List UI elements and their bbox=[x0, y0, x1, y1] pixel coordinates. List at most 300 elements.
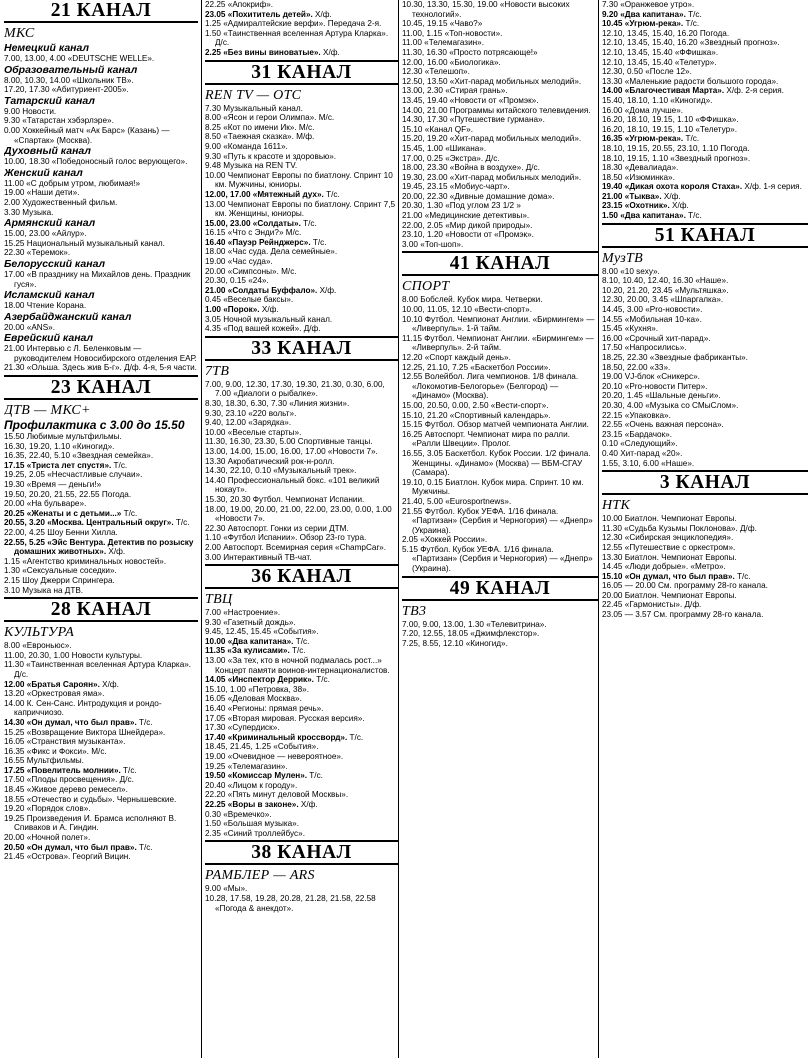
program-entry bbox=[4, 718, 198, 728]
channel-name: СПОРТ bbox=[402, 279, 450, 295]
program-entry: 22.45 «Гармонисты». Д/ф. bbox=[602, 600, 702, 610]
program-entry: 8.00 «Евроньюс». bbox=[4, 641, 72, 651]
program-genre: Т/с. bbox=[683, 134, 700, 144]
program-genre: Х/ф. 2-я серия. bbox=[724, 86, 784, 96]
program-entry: 17.50 «Напросились». bbox=[602, 343, 687, 353]
program-entry: 21.00 «Медицинские детективы». bbox=[402, 211, 530, 221]
channel-name: ТВ3 bbox=[402, 603, 427, 619]
program-genre: Х/ф. bbox=[106, 547, 126, 557]
maintenance-note: Профилактика с 3.00 до 15.50 bbox=[4, 418, 185, 433]
program-genre: Т/с. bbox=[310, 237, 327, 247]
program-entry: 19.25 «Телемагазин». bbox=[205, 761, 288, 771]
program-title-bold: 11.35 «За кулисами». bbox=[205, 646, 290, 656]
program-entry: 2.35 «Синий троллейбус». bbox=[205, 828, 305, 838]
program-genre: Т/с. bbox=[347, 732, 364, 742]
program-title-bold: 10.00 «Два капитана». bbox=[205, 636, 294, 646]
program-entry: 20.00 «Симпсоны». М/с. bbox=[205, 266, 297, 276]
program-entry: 18.30 «Девалиада». bbox=[602, 163, 679, 173]
program-title-bold: 14.30 «Он думал, что был прав». bbox=[4, 717, 137, 727]
program-entry: 8.00 «Ясон и герои Олимпа». М/с. bbox=[205, 113, 335, 123]
channel-number-heading: 36 КАНАЛ bbox=[205, 564, 398, 589]
program-entry: 0.30 «Времечко». bbox=[205, 809, 272, 819]
program-entry: 21.55 Футбол. Кубок УЕФА. 1/16 финала. «Партизан» (Сербия и Черногория) — «Днепр» (Украина). bbox=[402, 506, 593, 535]
program-genre: Х/ф. bbox=[661, 191, 681, 201]
subchannel-name: Азербайджанский канал bbox=[4, 310, 132, 323]
program-entry: 15.45 «Кухня». bbox=[602, 324, 659, 334]
program-entry: 12.55 Волейбол. Лига чемпионов. 1/8 финала. «Локомотив-Белогорье» (Белгород) — «Динамо» (Москва). bbox=[402, 372, 579, 401]
program-entry bbox=[4, 766, 198, 776]
program-entry: 18.00, 23.30 «Война в воздухе». Д/с. bbox=[402, 163, 540, 173]
program-entry: 19.25, 2.05 «Несчастливые случаи». bbox=[4, 470, 143, 480]
channel-name: 7ТВ bbox=[205, 363, 230, 379]
program-title-bold: 19.50 «Комиссар Мулен». bbox=[205, 771, 308, 781]
program-entry: 10.00, 11.05, 12.10 «Вести-спорт». bbox=[402, 305, 532, 315]
channel-number-heading: 49 КАНАЛ bbox=[402, 576, 598, 601]
program-genre: Т/с. bbox=[136, 717, 153, 727]
program-entry: 19.00 VJ-блок «Сникерс». bbox=[602, 372, 700, 382]
program-entry: 14.40 Профессиональный бокс. «101 великий нокаут». bbox=[205, 475, 380, 495]
program-entry: 19.20 «Порядок слов». bbox=[4, 804, 91, 814]
program-entry: 0.40 Хит-парад «20». bbox=[602, 448, 683, 458]
program-entry: 7.25, 8.55, 12.10 «Киногид». bbox=[402, 638, 508, 648]
program-entry: 14.00 К. Сен-Санс. Интродукция и рондо-каприччиозо. bbox=[4, 698, 162, 718]
program-entry: 21.00 Интервью с Л. Беленковым — руководителем Новосибирского отделения ЕАР. bbox=[4, 344, 197, 363]
program-entry: 2.05 «Хоккей России». bbox=[402, 535, 488, 545]
program-entry: 8.50 «Таежная сказка». М/ф. bbox=[205, 132, 315, 142]
program-entry: 15.20, 19.20 «Хит-парад мобильных мелодий». bbox=[402, 134, 582, 144]
program-genre: Т/с. bbox=[136, 842, 153, 852]
program-entry: 16.35 «Фикс и Фокси». М/с. bbox=[4, 746, 107, 756]
program-entry: 4.35 «Под вашей кожей». Д/ф. bbox=[205, 324, 321, 334]
program-entry: 12.10, 13.45, 15.40 «Телетур». bbox=[602, 57, 717, 67]
program-entry: 7.20, 12.55, 18.05 «Джимфлекстор». bbox=[402, 629, 540, 639]
program-entry: 14.30, 22.10, 0.10 «Музыкальный трек». bbox=[205, 466, 357, 476]
program-entry: 22.15 «Упаковка». bbox=[602, 410, 671, 420]
channel-name: МузТВ bbox=[602, 250, 643, 266]
program-entry: 7.00, 13.00, 4.00 «DEUTSCHE WELLE». bbox=[4, 54, 155, 63]
program-entry: 7.00, 9.00, 12.30, 17.30, 19.30, 21.30, 0.30, 6.00, 7.00 «Диалоги о рыбалке». bbox=[205, 379, 385, 399]
program-entry: 13.00 Чемпионат Европы по биатлону. Спринт 7,5 км. Женщины, юниоры. bbox=[205, 199, 396, 219]
program-genre: Х/ф. bbox=[99, 679, 119, 689]
program-entry bbox=[205, 637, 398, 647]
program-title-bold: 16.40 «Пауэр Рейнджерс». bbox=[205, 237, 311, 247]
program-title-bold: 1.50 «Два капитана». bbox=[602, 211, 686, 221]
program-entry: 22.30 Автоспорт. Гонки из серии ДТМ. bbox=[205, 523, 349, 533]
program-entry: 18.00 «Час суда. Дела семейные». bbox=[205, 247, 338, 257]
program-entry: 15.25 «Возвращение Виктора Шнейдера». bbox=[4, 727, 166, 737]
channel-number-heading: 51 КАНАЛ bbox=[602, 223, 808, 248]
program-title-bold: 17.40 «Криминальный кроссворд». bbox=[205, 732, 348, 742]
program-entry: 16.40 «Регионы: прямая речь». bbox=[205, 704, 324, 714]
program-entry: 11.30 «Судьба Кузьмы Поклонова». Д/ф. bbox=[602, 523, 757, 533]
program-entry: 23.15 «Бардачок». bbox=[602, 429, 672, 439]
program-entry: 10.20, 21.20, 23.45 «Мультяшка». bbox=[602, 285, 729, 295]
program-genre: Т/с. bbox=[734, 571, 751, 581]
program-title-bold: 17.15 «Триста лет спустя». bbox=[4, 460, 112, 470]
program-entry: 20.30, 1.30 «Под углом 23 1/2 » bbox=[402, 201, 521, 211]
program-entry: 7.00, 9.00, 13.00, 1.30 «Телевитрина». bbox=[402, 619, 547, 629]
program-entry: 10.00 Биатлон. Чемпионат Европы. bbox=[602, 514, 737, 524]
program-entry: 19.00 «Очевидное — невероятное». bbox=[205, 752, 344, 761]
program-entry bbox=[602, 572, 808, 582]
program-genre: Х/ф. bbox=[317, 285, 337, 295]
program-entry: 11.00, 1.15 «Топ-новости». bbox=[402, 28, 503, 38]
program-entry: 9.00 «Мы». bbox=[205, 884, 248, 894]
program-entry: 20.20, 1.45 «Шальные деньги». bbox=[602, 391, 721, 401]
program-genre: Х/ф. bbox=[320, 47, 340, 57]
program-entry: 17.20, 17.30 «Абитуриент-2005». bbox=[4, 85, 129, 95]
program-entry: 0.10 «Следующий». bbox=[602, 439, 678, 449]
program-entry: 13.30 Биатлон. Чемпионат Европы. bbox=[602, 552, 737, 562]
program-entry: 19.00 «Час суда». bbox=[205, 257, 273, 267]
program-entry: 8.00, 10.30, 14.00 «Школьник ТВ». bbox=[4, 75, 134, 85]
program-entry: 20.00, 22.30 «Дивные домашние дома». bbox=[402, 191, 555, 201]
subchannel-name: Немецкий канал bbox=[4, 42, 90, 54]
program-entry: 15.10 «Канал QF». bbox=[402, 124, 473, 134]
program-entry: 3.00 Интерактивный ТВ-чат. bbox=[205, 552, 312, 562]
program-entry: 17.05 «Вторая мировая. Русская версия». bbox=[205, 713, 365, 723]
program-entry: 20.00 «ANS». bbox=[4, 322, 55, 332]
channel-number-heading: 28 КАНАЛ bbox=[4, 597, 198, 622]
program-entry: 12.20 «Спорт каждый день». bbox=[402, 353, 511, 362]
program-entry: 11.00 «Телемагазин». bbox=[402, 38, 484, 48]
program-title-bold: 16.35 «Угрюм-река». bbox=[602, 134, 684, 144]
program-entry bbox=[4, 680, 198, 690]
program-genre: Т/с. bbox=[313, 675, 330, 685]
program-entry: 3.00 «Топ-шоп». bbox=[402, 239, 464, 249]
program-entry: 20.00 Биатлон. Чемпионат Европы. bbox=[602, 590, 737, 600]
program-entry: 11.30, 16.30, 23.30, 5.00 Спортивные танцы. bbox=[205, 437, 373, 447]
program-entry: 2.00 Автоспорт. Всемирная серия «ChampCar». bbox=[205, 542, 386, 552]
subchannel-name: Армянский канал bbox=[4, 217, 96, 230]
program-entry: 10.28, 17.58, 19.28, 20.28, 21.28, 21.58, 22.58 «Погода & анекдот». bbox=[205, 893, 376, 913]
program-entry: 15.00, 23.00 «Айлур». bbox=[4, 229, 87, 239]
program-genre: Т/с. bbox=[173, 518, 190, 528]
program-entry: 20.30, 4.00 «Музыка со СМыСлом». bbox=[602, 400, 739, 410]
program-entry: 7.00 «Настроение». bbox=[205, 608, 281, 618]
channel-number-heading: 41 КАНАЛ bbox=[402, 251, 598, 276]
program-entry: 18.50 «Изюминка». bbox=[602, 172, 675, 182]
program-title-bold: 20.50 «Он думал, что был прав». bbox=[4, 842, 137, 852]
program-entry: 3.10 Музыка на ДТВ. bbox=[4, 585, 84, 595]
program-genre: Х/ф. bbox=[312, 9, 332, 19]
program-genre: Т/с. bbox=[685, 211, 702, 221]
program-entry: 16.00 «Срочный хит-парад». bbox=[602, 333, 711, 343]
program-entry bbox=[4, 518, 198, 528]
program-entry: 14.55 «Мобильная 10-ка». bbox=[602, 314, 702, 324]
program-title-bold: 2.25 «Без вины виноватые». bbox=[205, 47, 321, 57]
program-title-bold: 23.15 «Охотник». bbox=[602, 201, 670, 211]
program-entry: 20.40 «Лицом к городу». bbox=[205, 780, 298, 790]
program-entry bbox=[205, 286, 398, 296]
program-entry: 15.10, 21.20 «Спортивный календарь». bbox=[402, 410, 551, 420]
program-genre: Х/ф. bbox=[298, 799, 318, 809]
program-entry: 18.50, 22.00 «33». bbox=[602, 362, 671, 372]
program-entry: 20.00 «Ночной полет». bbox=[4, 833, 91, 843]
program-entry: 8.25 «Кот по имени Ик». М/с. bbox=[205, 122, 315, 132]
program-entry bbox=[205, 238, 398, 248]
program-title-bold: 9.20 «Два капитана». bbox=[602, 9, 686, 19]
program-entry bbox=[4, 461, 198, 471]
program-entry: 21.30 «Ольша. Здесь жив Б-г». Д/ф. 4-я, 5-я части. bbox=[4, 363, 197, 373]
subchannel-name: Женский канал bbox=[4, 166, 83, 179]
program-entry bbox=[205, 48, 398, 58]
program-entry: 1.15 «Агентство криминальных новостей». bbox=[4, 556, 167, 566]
program-entry: 16.15 «Что с Энди?» М/с. bbox=[205, 228, 302, 238]
program-entry: 9.00 Новости. bbox=[4, 106, 57, 116]
program-entry: 8.10, 10.40, 12.40, 16.30 «Наше». bbox=[602, 276, 729, 286]
program-entry: 10.00, 18.30 «Победоносный голос верующего». bbox=[4, 157, 188, 167]
program-genre: Т/с. bbox=[121, 508, 138, 518]
channel-name: МКС bbox=[4, 26, 35, 41]
program-entry: 17.30 «Супердиск». bbox=[205, 723, 280, 733]
program-entry bbox=[205, 305, 398, 315]
channel-name: РАМБЛЕР — ARS bbox=[205, 868, 315, 884]
program-entry: 5.15 Футбол. Кубок УЕФА. 1/16 финала. «Партизан» (Сербия и Черногория) — «Днепр» (Украина). bbox=[402, 544, 593, 574]
program-genre: Т/с. bbox=[120, 765, 137, 775]
program-title-bold: 15.00, 23.00 «Солдаты». bbox=[205, 218, 301, 228]
program-entry: 9.00 «Команда 1611». bbox=[205, 141, 288, 151]
program-entry: 2.15 Шоу Джерри Спрингера. bbox=[4, 575, 115, 585]
program-entry: 20.00 «На бульваре». bbox=[4, 499, 87, 509]
program-entry bbox=[205, 646, 398, 656]
channel-name: REN TV — ОТС bbox=[205, 87, 302, 103]
subchannel-name: Исламский канал bbox=[4, 289, 95, 302]
program-entry: 15.40, 18.10, 1.10 «Киногид». bbox=[602, 95, 713, 105]
program-title-bold: 14.05 «Инспектор Деррик». bbox=[205, 675, 314, 685]
channel-number-heading: 31 КАНАЛ bbox=[205, 60, 398, 85]
program-entry: 21.40, 5.00 «Eurosportnews». bbox=[402, 496, 512, 506]
program-entry: 8.00 Бобслей. Кубок мира. Четверки. bbox=[402, 295, 543, 305]
program-entry: 12.00, 16.00 «Биологика». bbox=[402, 57, 501, 67]
program-entry: 1.50 «Большая музыка». bbox=[205, 819, 299, 829]
program-genre: Т/с. bbox=[300, 218, 317, 228]
program-title-bold: 23.05 «Похититель детей». bbox=[205, 9, 313, 19]
program-entry: 23.10, 1.20 «Новости от «Промэк». bbox=[402, 230, 534, 240]
program-entry bbox=[205, 733, 398, 743]
program-entry: 18.00 Чтение Корана. bbox=[4, 301, 87, 311]
program-entry: 19.25 Произведения И. Брамса исполняют В. Спиваков и А. Гиндин. bbox=[4, 813, 177, 833]
program-entry: 19.00 «Наши дети». bbox=[4, 188, 80, 198]
program-entry: 15.15 Футбол. Обзор матчей чемпионата Англии. bbox=[402, 420, 589, 430]
subchannel-name: Белорусский канал bbox=[4, 257, 106, 270]
program-entry: 1.25 «Адмиралтейские верфи». Передача 2-я. bbox=[205, 19, 382, 29]
program-entry: 11.30 «Таинственная вселенная Артура Кларка». Д/с. bbox=[4, 660, 192, 679]
program-entry: 20.30, 0.15 «24». bbox=[205, 276, 269, 286]
program-genre: Х/ф. bbox=[669, 201, 689, 211]
subchannel-name: Образовательный канал bbox=[4, 63, 138, 76]
program-entry: 22.25 «Апокриф». bbox=[205, 0, 274, 9]
program-entry bbox=[602, 211, 808, 221]
program-entry: 18.25, 22.30 «Звездные фабриканты». bbox=[602, 353, 748, 362]
program-entry bbox=[205, 219, 398, 229]
program-entry: 19.10, 0.15 Биатлон. Кубок мира. Спринт. 10 км. Мужчины. bbox=[402, 477, 584, 497]
program-entry: 19.30, 23.00 «Хит-парад мобильных мелодий». bbox=[402, 172, 582, 182]
program-entry: 9.48 Музыка на REN TV. bbox=[205, 161, 298, 171]
program-entry bbox=[602, 19, 808, 29]
program-entry: 8.00 «10 sexy». bbox=[602, 266, 660, 276]
program-entry: 10.30, 13.30, 15.30, 19.00 «Новости высоких технологий». bbox=[402, 0, 570, 19]
program-entry: 15.00, 20.50, 0.00, 2.50 «Вести-спорт». bbox=[402, 400, 549, 410]
program-title-bold: 1.00 «Порок». bbox=[205, 305, 260, 315]
program-entry: 1.50 «Таинственная вселенная Артура Кларка». Д/с. bbox=[205, 28, 389, 48]
program-entry: 19.30 «Время — деньги!» bbox=[4, 480, 102, 490]
program-title-bold: 14.00 «Благочестивая Марта». bbox=[602, 86, 725, 96]
program-entry: 12.30 «Телешоп». bbox=[402, 67, 470, 77]
program-genre: Т/с. bbox=[289, 646, 306, 656]
program-entry: 12.25, 21.10, 7.25 «Баскетбол России». bbox=[402, 362, 551, 372]
program-entry bbox=[4, 509, 198, 519]
program-entry bbox=[4, 538, 198, 557]
program-entry: 12.10, 13.45, 15.40 «ФФишка». bbox=[602, 47, 719, 57]
program-entry: 2.00 Художественный фильм. bbox=[4, 197, 118, 207]
program-entry: 16.05 «Странствия музыканта». bbox=[4, 737, 126, 747]
program-entry: 18.00, 19.00, 20.00, 21.00, 22.00, 23.00, 0.00, 1.00 «Новости 7». bbox=[205, 504, 392, 524]
program-entry: 21.45 «Острова». Георгий Вицин. bbox=[4, 852, 131, 862]
program-title-bold: 19.40 «Дикая охота короля Стаха». bbox=[602, 182, 743, 192]
program-entry: 18.45 «Живое дерево ремесел». bbox=[4, 785, 128, 795]
program-entry: 9.30 «Татарстан хэбэрлэре». bbox=[4, 116, 114, 126]
program-title-bold: 20.25 «Женаты и с детьми...» bbox=[4, 508, 122, 518]
program-entry: 16.25 Автоспорт. Чемпионат мира по ралли. «Ралли Швеции». Пролог. bbox=[402, 429, 570, 449]
program-entry: 13.00, 2.30 «Стирая грань». bbox=[402, 86, 508, 96]
program-entry: 13.30 «Маленькие радости большого города». bbox=[602, 76, 779, 86]
program-entry: 0.45 «Веселые баксы». bbox=[205, 295, 294, 305]
program-entry: 22.30 «Теремок». bbox=[4, 248, 71, 258]
program-entry: 14.00, 21.00 Программы китайского телевидения. bbox=[402, 105, 591, 115]
program-entry bbox=[205, 800, 398, 810]
program-entry bbox=[602, 201, 808, 211]
program-entry: 18.45, 21.45, 1.25 «События». bbox=[205, 742, 319, 752]
program-entry: 9.30 «Газетный дождь». bbox=[205, 617, 296, 627]
program-entry: 15.30, 20.30 Футбол. Чемпионат Испании. bbox=[205, 494, 365, 504]
program-entry: 19.50, 20.20, 21.55, 22.55 Погода. bbox=[4, 489, 132, 499]
program-entry: 1.55, 3.10, 6.00 «Наше». bbox=[602, 458, 695, 468]
channel-number-heading: 3 КАНАЛ bbox=[602, 470, 808, 495]
program-entry bbox=[4, 843, 198, 853]
program-entry: 19.45, 23.15 «Мобиус-чарт». bbox=[402, 182, 510, 192]
program-entry bbox=[602, 86, 808, 96]
program-entry: 13.45, 19.40 «Новости от «Промэк». bbox=[402, 95, 539, 105]
program-title-bold: 12.00 «Братья Сароян». bbox=[4, 679, 100, 689]
program-entry bbox=[602, 10, 808, 20]
program-title-bold: 21.00 «Тыква». bbox=[602, 191, 662, 201]
program-genre: Т/с. bbox=[111, 460, 128, 470]
channel-number-heading: 33 КАНАЛ bbox=[205, 336, 398, 361]
program-title-bold: 22.55, 5.25 «Эйс Вентура. Детектив по розыску домашних животных». bbox=[4, 537, 194, 557]
channel-name: ТВЦ bbox=[205, 592, 233, 608]
program-entry: 11.00, 20.30, 1.00 Новости культуры. bbox=[4, 650, 143, 660]
program-entry: 9.30 «Путь к красоте и здоровью». bbox=[205, 151, 337, 161]
program-entry: 11.30, 16.30 «Просто потрясающе!» bbox=[402, 47, 538, 57]
program-entry bbox=[205, 771, 398, 781]
program-genre: Т/с. bbox=[323, 189, 340, 199]
program-entry: 7.30 Музыкальный канал. bbox=[205, 103, 303, 113]
program-title-bold: 22.25 «Воры в законе». bbox=[205, 799, 299, 809]
program-entry: 14.30, 17.30 «Путешествие гурмана». bbox=[402, 115, 545, 125]
subchannel-name: Татарский канал bbox=[4, 94, 95, 107]
program-entry: 13.00, 14.00, 15.00, 16.00, 17.00 «Новости 7». bbox=[205, 446, 378, 456]
program-entry: 23.05 — 3.57 См. программу 28-го канала. bbox=[602, 610, 764, 620]
program-entry: 12.30 «Сибирская энциклопедия». bbox=[602, 533, 734, 543]
program-entry: 1.30 «Сексуальные соседки». bbox=[4, 566, 117, 576]
program-entry: 1.10 «Футбол Испании». Обзор 23-го тура. bbox=[205, 533, 367, 543]
program-genre: Т/с. bbox=[307, 771, 323, 781]
program-title-bold: 20.55, 3.20 «Москва. Центральный округ». bbox=[4, 518, 174, 528]
program-entry: 11.00 «С добрым утром, любимая!» bbox=[4, 178, 141, 188]
program-entry bbox=[205, 10, 398, 20]
program-entry: 12.10, 13.45, 15.40, 16.20 Погода. bbox=[602, 28, 730, 38]
channel-name: НТК bbox=[602, 498, 631, 514]
program-entry: 9.45, 12.45, 15.45 «События». bbox=[205, 627, 319, 637]
program-entry: 13.00 «За тех, кто в ночной подмалась рост...» Концерт памяти воинов-интернационалистов. bbox=[205, 656, 390, 675]
program-entry: 16.30, 19.20, 1.10 «Киногид». bbox=[4, 441, 115, 451]
column-4 bbox=[598, 0, 808, 1058]
program-entry: 7.30 «Оранжевое утро». bbox=[602, 0, 695, 9]
program-entry: 0.00 Хоккейный матч «Ак Барс» (Казань) — «Спартак» (Москва). bbox=[4, 125, 170, 145]
program-entry: 17.00 «В празднику на Михайлов день. Праздник гуся». bbox=[4, 269, 191, 289]
column-2 bbox=[201, 0, 398, 1058]
program-entry: 10.45, 19.15 «Чаво?» bbox=[402, 19, 483, 29]
program-entry bbox=[602, 134, 808, 144]
channel-name: ДТВ — МКС+ bbox=[4, 403, 91, 419]
program-entry: 16.55, 3.05 Баскетбол. Кубок России. 1/2 финала. Женщины. «Динамо» (Москва) — ВБМ-СГАУ (Самара). bbox=[402, 448, 591, 478]
program-entry: 18.55 «Отечество и судьбы». Чернышевские. bbox=[4, 794, 177, 804]
program-entry: 14.45 «Люди добрые». «Метро». bbox=[602, 562, 726, 572]
program-entry: 11.15 Футбол. Чемпионат Англии. «Бирмингем» — «Ливерпуль». 2-й тайм. bbox=[402, 333, 594, 353]
channel-number-heading: 21 КАНАЛ bbox=[4, 0, 198, 23]
program-title-bold: 10.45 «Угрюм-река». bbox=[602, 19, 684, 29]
program-entry: 8.30, 18.30, 6.30, 7.30 «Линия жизни». bbox=[205, 399, 350, 408]
program-entry bbox=[602, 192, 808, 202]
program-entry: 13.20 «Оркестровая яма». bbox=[4, 689, 105, 699]
program-entry: 22.00, 2.05 «Мир дикой природы». bbox=[402, 220, 533, 230]
program-genre: Х/ф. 1-я серия. bbox=[742, 182, 802, 192]
program-title-bold: 17.25 «Повелитель молнии». bbox=[4, 765, 121, 775]
program-entry: 16.00 «Дома лучше». bbox=[602, 105, 684, 115]
program-entry: 16.55 Мультфильмы. bbox=[4, 756, 84, 766]
subchannel-name: Еврейский канал bbox=[4, 332, 94, 345]
program-entry: 10.00 «Веселые старты». bbox=[205, 427, 302, 437]
program-entry: 22.20 «Пять минут деловой Москвы». bbox=[205, 790, 349, 800]
program-entry: 12.50, 13.50 «Хит-парад мобильных мелодий». bbox=[402, 76, 582, 86]
program-entry: 10.00 Чемпионат Европы по биатлону. Спринт 10 км. Мужчины, юниоры. bbox=[205, 170, 393, 190]
program-entry: 16.35, 22.40, 5.10 «Звездная семейка». bbox=[4, 451, 154, 461]
program-entry: 15.50 Любимые мультфильмы. bbox=[4, 432, 122, 442]
program-title-bold: 15.10 «Он думал, что был прав». bbox=[602, 571, 735, 581]
program-genre: Т/с. bbox=[685, 9, 702, 19]
program-entry: 3.30 Музыка. bbox=[4, 207, 54, 217]
column-1 bbox=[4, 0, 198, 1058]
program-entry: 20.10 «Pro-новости Питер». bbox=[602, 381, 708, 391]
program-entry: 15.25 Национальный музыкальный канал. bbox=[4, 238, 165, 248]
program-genre: Х/ф. bbox=[259, 305, 279, 315]
subchannel-name: Духовный канал bbox=[4, 145, 91, 158]
program-entry: 16.05 «Деловая Москва». bbox=[205, 694, 302, 704]
program-entry: 9.30, 23.10 «220 вольт». bbox=[205, 408, 297, 418]
program-entry: 16.20, 18.10, 19.15, 1.10 «ФФишка». bbox=[602, 115, 739, 125]
program-title-bold: 21.00 «Солдаты Буффало». bbox=[205, 285, 318, 295]
program-entry: 12.30, 0.50 «После 12». bbox=[602, 67, 692, 77]
program-genre: Т/с. bbox=[683, 19, 700, 29]
channel-number-heading: 38 КАНАЛ bbox=[205, 840, 398, 865]
program-entry: 16.20, 18.10, 19.15, 1.10 «Телетур». bbox=[602, 124, 737, 134]
program-entry: 10.10 Футбол. Чемпионат Англии. «Бирмингем» — «Ливерпуль». 1-й тайм. bbox=[402, 314, 595, 334]
program-entry: 3.05 Ночной музыкальный канал. bbox=[205, 314, 333, 324]
program-entry bbox=[205, 190, 398, 200]
program-genre: Т/с. bbox=[293, 636, 310, 646]
program-entry: 15.10, 1.00 «Петровка, 38». bbox=[205, 684, 309, 694]
